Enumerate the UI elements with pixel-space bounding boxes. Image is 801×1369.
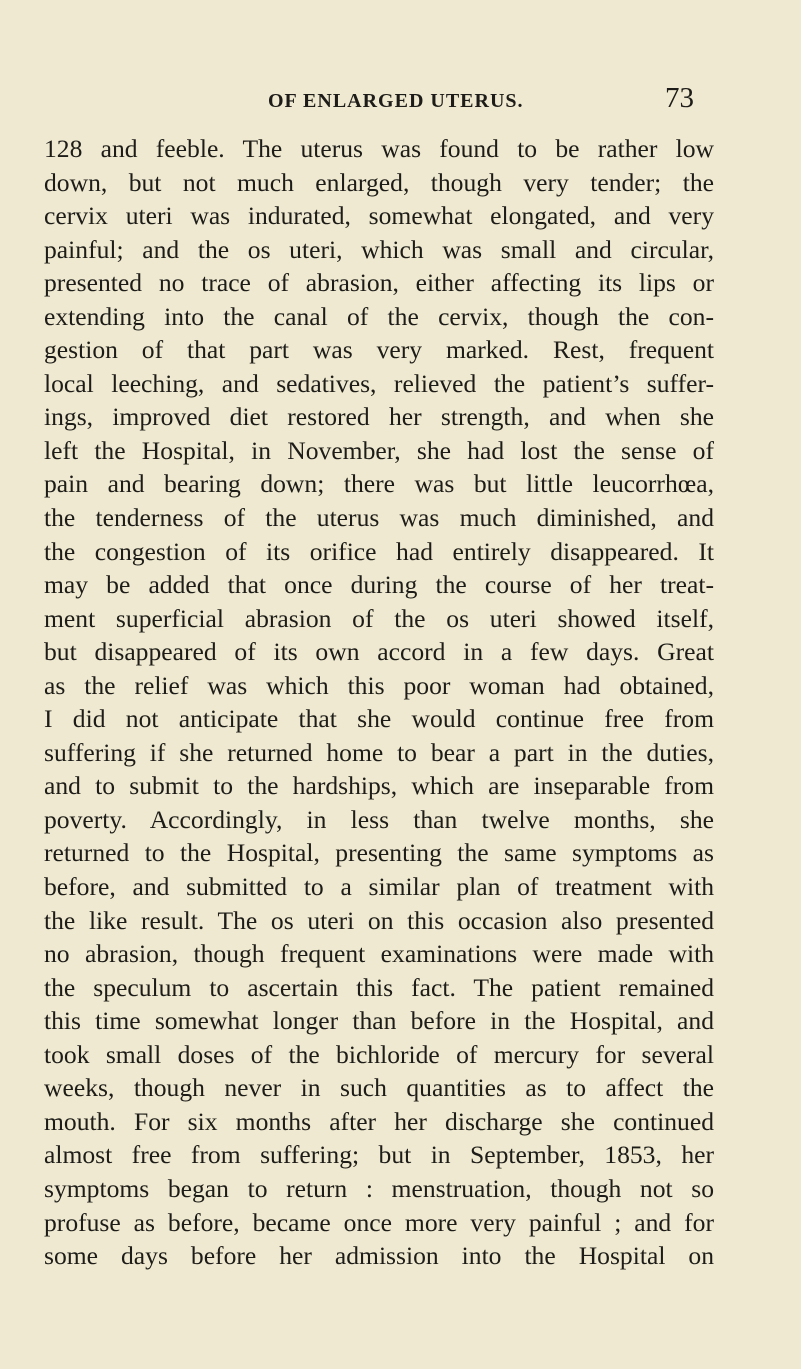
text-line: ment superficial abrasion of the os uteri showed itself,	[44, 603, 714, 633]
text-line: poverty. Accordingly, in less than twelve months, she	[44, 804, 714, 834]
text-line: extending into the canal of the cervix, though the con-	[44, 301, 714, 331]
text-line: profuse as before, became once more very painful ; and for	[44, 1207, 714, 1237]
text-line: the tenderness of the uterus was much diminished, and	[44, 503, 714, 533]
text-line: returned to the Hospital, presenting the same symptoms as	[44, 838, 714, 868]
text-line: this time somewhat longer than before in the Hospital, and	[44, 1006, 714, 1036]
text-line: 128 and feeble. The uterus was found to be rather low	[44, 134, 714, 163]
text-line: local leeching, and sedatives, relieved the patient’s suffer-	[44, 368, 714, 398]
text-line: cervix uteri was indurated, somewhat elongated, and very	[44, 201, 714, 231]
text-line: but disappeared of its own accord in a few days. Great	[44, 637, 714, 667]
text-line: some days before her admission into the Hospital on	[44, 1241, 714, 1271]
text-line: the like result. The os uteri on this occasion also presented	[44, 905, 714, 935]
text-line: gestion of that part was very marked. Rest, frequent	[44, 335, 714, 365]
text-line: almost free from suffering; but in September, 1853, her	[44, 1140, 714, 1170]
text-line: down, but not much enlarged, though very tender; the	[44, 167, 714, 197]
text-line: painful; and the os uteri, which was small and circular,	[44, 234, 714, 264]
text-line: I did not anticipate that she would continue free from	[44, 704, 714, 734]
body-text	[44, 132, 714, 1273]
page-number: 73	[665, 82, 694, 114]
text-line: may be added that once during the course of her treat-	[44, 570, 714, 600]
running-title: OF ENLARGED UTERUS.	[268, 90, 524, 112]
text-line: left the Hospital, in November, she had lost the sense of	[44, 435, 714, 465]
text-line: pain and bearing down; there was but little leucorrhœa,	[44, 469, 714, 499]
text-line: as the relief was which this poor woman had obtained,	[44, 670, 714, 700]
text-line: the congestion of its orifice had entirely disappeared. It	[44, 536, 714, 566]
text-line: presented no trace of abrasion, either affecting its lips or	[44, 268, 714, 298]
text-line: no abrasion, though frequent examinations were made with	[44, 939, 714, 969]
text-line: before, and submitted to a similar plan of treatment with	[44, 872, 714, 902]
text-line: suffering if she returned home to bear a part in the duties,	[44, 737, 714, 767]
text-line: ings, improved diet restored her strength, and when she	[44, 402, 714, 432]
text-line: mouth. For six months after her discharge she continued	[44, 1106, 714, 1136]
text-line: symptoms began to return : menstruation, though not so	[44, 1173, 714, 1203]
text-line: weeks, though never in such quantities as to affect the	[44, 1073, 714, 1103]
text-line: the speculum to ascertain this fact. The patient remained	[44, 972, 714, 1002]
text-line: and to submit to the hardships, which are inseparable from	[44, 771, 714, 801]
running-head	[260, 82, 694, 124]
text-line: took small doses of the bichloride of mercury for several	[44, 1039, 714, 1069]
